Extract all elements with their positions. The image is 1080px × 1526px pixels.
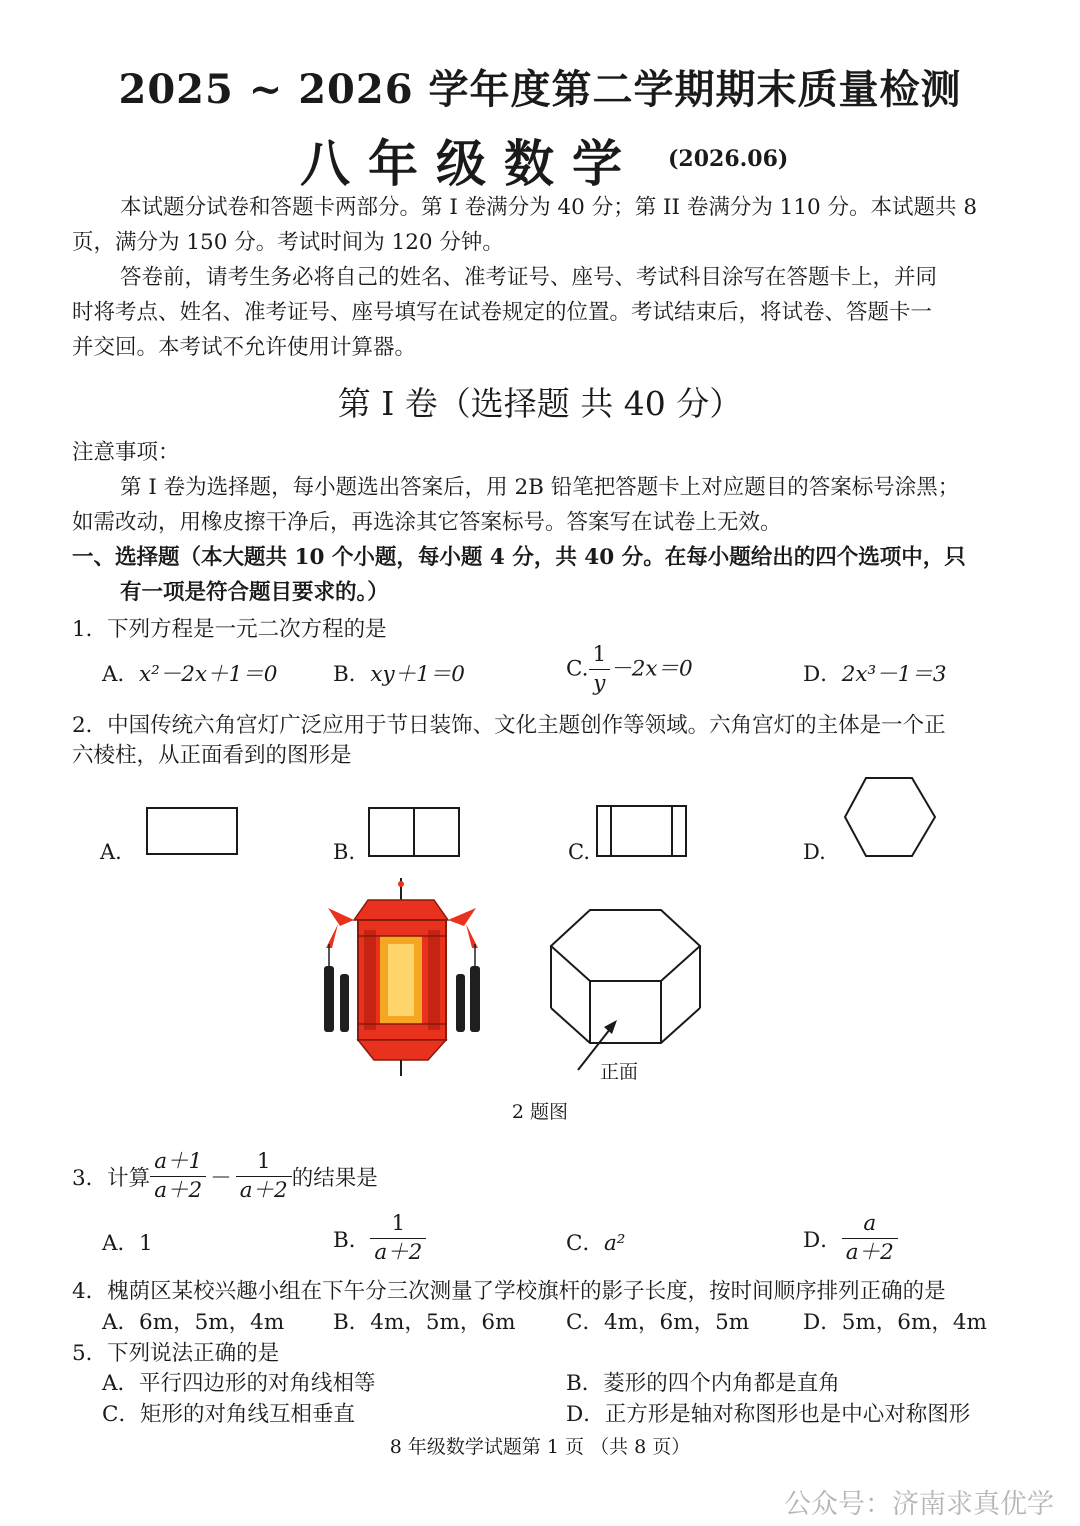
q4-option-d: D．5m，6m，4m	[803, 1310, 987, 1335]
q4-option-b: B．4m，5m，6m	[333, 1310, 516, 1335]
q3-d-fraction	[842, 1210, 898, 1267]
q3-a-value: 1	[139, 1231, 153, 1256]
q5-stem: 5．下列说法正确的是	[72, 1341, 280, 1366]
q1-d-expr: 2x³－1＝3	[841, 662, 947, 687]
q3-stem-prefix: 3．计算	[72, 1166, 151, 1191]
intro-p1-line1: 本试题分试卷和答题卡两部分。第 I 卷满分为 40 分；第 II 卷满分为 110 分。本试题共 8	[120, 195, 978, 220]
part-heading-line1: 一、选择题（本大题共 10 个小题，每小题 4 分，共 40 分。在每小题给出的四个选项中，只	[72, 545, 966, 570]
notice-line2: 如需改动，用橡皮擦干净后，再选涂其它答案标号。答案写在试卷上无效。	[72, 510, 782, 535]
front-label: 正面	[600, 1061, 639, 1083]
q3-f1-numerator: a＋1	[150, 1148, 206, 1177]
q3-d-denominator: a＋2	[845, 1240, 894, 1265]
q3-b-denominator: a＋2	[374, 1240, 423, 1265]
q1-a-label: A．	[102, 662, 140, 687]
watermark-text: 公众号：济南求真优学	[784, 1489, 1054, 1520]
q1-b-expr: xy＋1＝0	[370, 662, 465, 687]
q3-d-numerator: a	[842, 1210, 898, 1239]
q3-f1-denominator: a＋2	[154, 1178, 203, 1203]
q3-fraction-1	[150, 1148, 206, 1205]
q3-a-label: A．	[102, 1231, 140, 1256]
q1-b-label: B．	[333, 662, 371, 687]
q3-option-b	[333, 1210, 426, 1267]
q1-c-rest: －2x＝0	[610, 656, 693, 682]
q3-option-a	[102, 1226, 153, 1257]
q2-stem-line2: 六棱柱，从正面看到的图形是	[72, 743, 352, 768]
q3-option-c	[566, 1226, 625, 1257]
q4-option-c: C．4m，6m，5m	[566, 1310, 750, 1335]
q3-stem-suffix: 的结果是	[291, 1166, 378, 1191]
exam-date: (2026.06)	[668, 146, 789, 172]
q3-c-label: C．	[566, 1231, 604, 1256]
section-title: 第 I 卷（选择题 共 40 分）	[337, 384, 743, 423]
q3-c-value: a²	[603, 1231, 626, 1256]
q1-a-expr: x²－2x＋1＝0	[139, 662, 278, 687]
q1-stem: 1．下列方程是一元二次方程的是	[72, 617, 387, 642]
page-footer: 8 年级数学试题第 1 页 （共 8 页）	[389, 1436, 691, 1458]
q3-f2-numerator: 1	[236, 1148, 292, 1177]
q3-d-label: D．	[803, 1228, 842, 1253]
q1-c-denominator: y	[593, 671, 606, 696]
q1-c-label: C.	[566, 656, 589, 682]
q4-stem: 4．槐荫区某校兴趣小组在下午分三次测量了学校旗杆的影子长度，按时间顺序排列正确的是	[72, 1279, 946, 1304]
q3-b-numerator: 1	[370, 1210, 426, 1239]
intro-p2-line3: 并交回。本考试不允许使用计算器。	[72, 335, 417, 360]
q2-figure-caption: 2 题图	[511, 1101, 569, 1123]
prism-top-face	[551, 910, 700, 981]
q3-minus: －	[210, 1166, 232, 1191]
q2-d-label: D.	[803, 840, 826, 864]
q2-stem-line1: 2．中国传统六角宫灯广泛应用于节日装饰、文化主题创作等领域。六角宫灯的主体是一个正	[72, 713, 946, 738]
q2-a-label: A.	[100, 840, 122, 864]
intro-p2-line1: 答卷前，请考生务必将自己的姓名、准考证号、座号、考试科目涂写在答题卡上，并同	[120, 265, 938, 290]
q5-option-d: D．正方形是轴对称图形也是中心对称图形	[566, 1402, 971, 1427]
q5-option-a: A．平行四边形的对角线相等	[102, 1371, 376, 1396]
q5-option-c: C．矩形的对角线互相垂直	[102, 1402, 355, 1427]
intro-p1-line2: 页，满分为 150 分。考试时间为 120 分钟。	[72, 230, 504, 255]
q5-option-b: B．菱形的四个内角都是直角	[566, 1371, 840, 1396]
q3-option-d	[803, 1210, 898, 1267]
part-heading-line2: 有一项是符合题目要求的。）	[120, 580, 389, 605]
intro-p2-line2: 时将考点、姓名、准考证号、座号填写在试卷规定的位置。考试结束后，将试卷、答题卡一	[72, 300, 933, 325]
q4-option-a: A．6m，5m，4m	[102, 1310, 285, 1335]
q1-d-label: D．	[803, 662, 842, 687]
exam-title: 2025 ~ 2026 学年度第二学期期末质量检测	[118, 66, 962, 113]
q2-b-label: B.	[333, 840, 356, 864]
q3-stem	[72, 1148, 378, 1205]
q1-c-numerator: 1	[589, 641, 611, 670]
q3-f2-denominator: a＋2	[239, 1178, 288, 1203]
front-arrowhead	[604, 1020, 617, 1034]
subject-title: 八年级数学	[300, 134, 640, 193]
q2-c-label: C.	[568, 840, 590, 864]
q3-fraction-2	[236, 1148, 292, 1205]
notice-label: 注意事项：	[72, 440, 180, 465]
notice-line1: 第 I 卷为选择题，每小题选出答案后，用 2B 铅笔把答题卡上对应题目的答案标号涂黑；	[120, 475, 960, 500]
q3-b-fraction	[370, 1210, 426, 1267]
q3-b-label: B．	[333, 1228, 371, 1253]
